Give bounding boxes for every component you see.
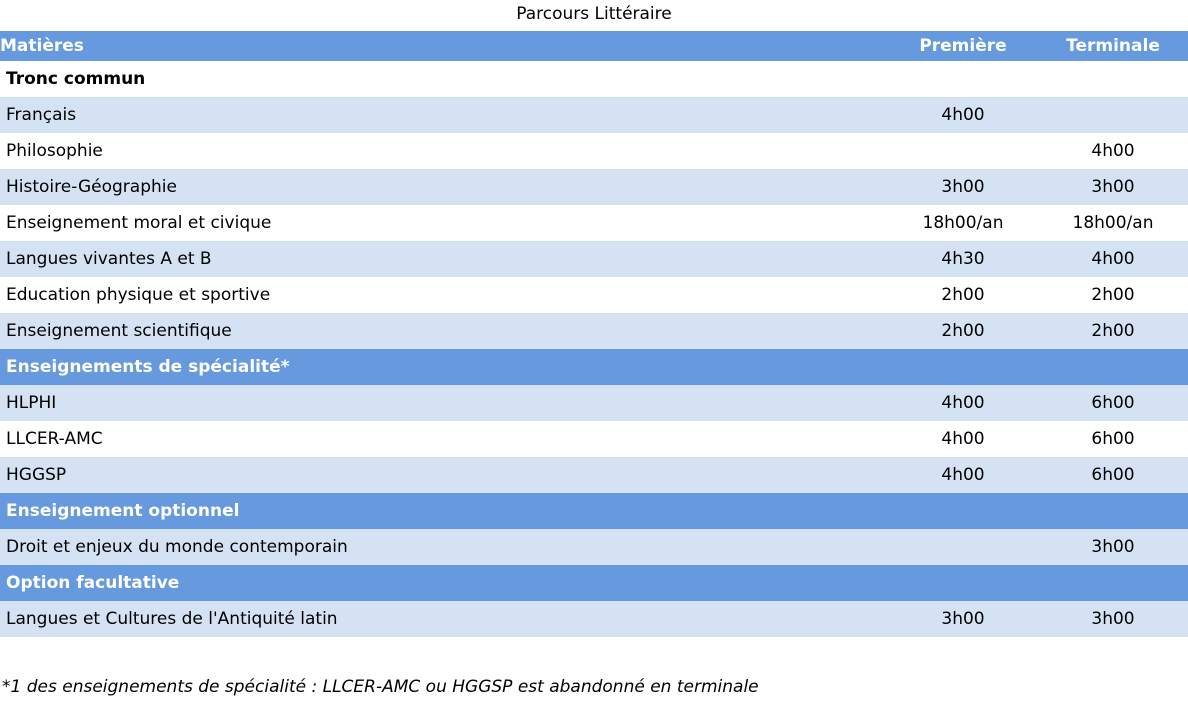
table-row: [0, 97, 1188, 133]
section-first-year-cell: [888, 565, 1038, 601]
final-year-hours-cell: 6h00: [1038, 457, 1188, 493]
table-row: [0, 277, 1188, 313]
table-row: [0, 313, 1188, 349]
table-row: [0, 205, 1188, 241]
first-year-hours-cell: 4h00: [888, 457, 1038, 493]
table-row: [0, 457, 1188, 493]
table-header-row: [0, 31, 1188, 61]
first-year-hours-cell: 4h00: [888, 385, 1038, 421]
subject-cell: Enseignement moral et civique: [0, 205, 888, 241]
first-year-hours-cell: 4h30: [888, 241, 1038, 277]
section-label: Enseignements de spécialité*: [0, 349, 888, 385]
table-row: [0, 421, 1188, 457]
section-final-year-cell: [1038, 61, 1188, 97]
final-year-hours-cell: 2h00: [1038, 277, 1188, 313]
table-section-row: [0, 349, 1188, 385]
final-year-hours-cell: 6h00: [1038, 385, 1188, 421]
table-header: [0, 31, 1188, 61]
subject-cell: Langues et Cultures de l'Antiquité latin: [0, 601, 888, 637]
final-year-hours-cell: 6h00: [1038, 421, 1188, 457]
table-row: [0, 133, 1188, 169]
column-header-final-year: Terminale: [1038, 31, 1188, 61]
first-year-hours-cell: 3h00: [888, 169, 1038, 205]
column-header-subject: Matières: [0, 31, 888, 61]
first-year-hours-cell: [888, 133, 1038, 169]
table-section-row: [0, 61, 1188, 97]
section-label: Enseignement optionnel: [0, 493, 888, 529]
curriculum-table: [0, 31, 1188, 637]
page-title: Parcours Littéraire: [516, 4, 672, 24]
table-row: [0, 241, 1188, 277]
final-year-hours-cell: 3h00: [1038, 529, 1188, 565]
subject-cell: Education physique et sportive: [0, 277, 888, 313]
first-year-hours-cell: 4h00: [888, 97, 1038, 133]
subject-cell: Langues vivantes A et B: [0, 241, 888, 277]
subject-cell: Philosophie: [0, 133, 888, 169]
section-first-year-cell: [888, 61, 1038, 97]
section-final-year-cell: [1038, 565, 1188, 601]
final-year-hours-cell: 18h00/an: [1038, 205, 1188, 241]
table-section-row: [0, 565, 1188, 601]
column-header-first-year: Première: [888, 31, 1038, 61]
subject-cell: HGGSP: [0, 457, 888, 493]
subject-cell: Enseignement scientifique: [0, 313, 888, 349]
subject-cell: LLCER-AMC: [0, 421, 888, 457]
final-year-hours-cell: [1038, 97, 1188, 133]
final-year-hours-cell: 4h00: [1038, 133, 1188, 169]
first-year-hours-cell: 2h00: [888, 277, 1038, 313]
table-row: [0, 169, 1188, 205]
first-year-hours-cell: 3h00: [888, 601, 1038, 637]
table-row: [0, 385, 1188, 421]
table-section-row: [0, 493, 1188, 529]
section-label: Option facultative: [0, 565, 888, 601]
final-year-hours-cell: 3h00: [1038, 169, 1188, 205]
table-body: [0, 61, 1188, 637]
section-first-year-cell: [888, 349, 1038, 385]
section-final-year-cell: [1038, 349, 1188, 385]
final-year-hours-cell: 3h00: [1038, 601, 1188, 637]
subject-cell: HLPHI: [0, 385, 888, 421]
subject-cell: Droit et enjeux du monde contemporain: [0, 529, 888, 565]
first-year-hours-cell: [888, 529, 1038, 565]
final-year-hours-cell: 4h00: [1038, 241, 1188, 277]
first-year-hours-cell: 4h00: [888, 421, 1038, 457]
table-row: [0, 601, 1188, 637]
final-year-hours-cell: 2h00: [1038, 313, 1188, 349]
first-year-hours-cell: 2h00: [888, 313, 1038, 349]
section-final-year-cell: [1038, 493, 1188, 529]
table-row: [0, 529, 1188, 565]
subject-cell: Histoire-Géographie: [0, 169, 888, 205]
subject-cell: Français: [0, 97, 888, 133]
section-first-year-cell: [888, 493, 1038, 529]
first-year-hours-cell: 18h00/an: [888, 205, 1038, 241]
footnote: *1 des enseignements de spécialité : LLCER-AMC ou HGGSP est abandonné en terminale: [2, 677, 759, 697]
section-label: Tronc commun: [0, 61, 888, 97]
